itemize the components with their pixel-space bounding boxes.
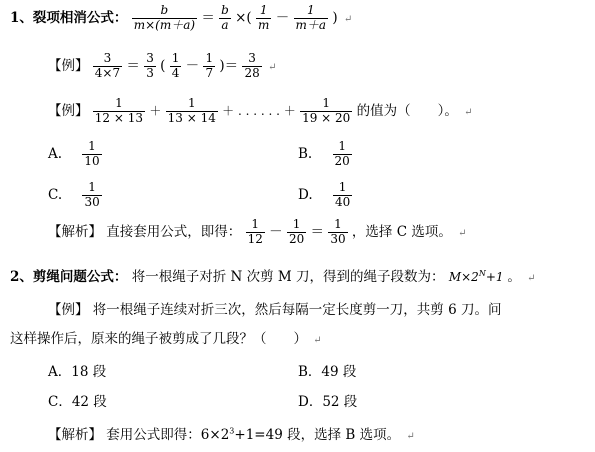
solution-tag: 【解析】 xyxy=(48,427,102,443)
formula-fraction-1ma: $\frac{1}{m+a}$ xyxy=(295,3,327,32)
option-b: B．49 段 xyxy=(298,364,357,380)
option-a xyxy=(48,140,102,169)
option-d xyxy=(298,181,352,210)
formula-fraction-ba: $\frac{b}{a}$ xyxy=(221,3,229,32)
return-mark: ↵ xyxy=(527,273,536,284)
fraction: $\frac{1}{19 \times 20}$ xyxy=(302,96,351,125)
section-2-heading: 2、剪绳问题公式： 将一根绳子对折 N 次剪 M 刀，得到的绳子段数为： $M\times 2^N+1$ 。 ↵ xyxy=(10,269,536,285)
fraction: $\frac{1}{12}$ xyxy=(247,217,263,246)
rope-formula: $M\times 2^N+1$ xyxy=(448,269,504,284)
option-b xyxy=(298,140,352,169)
example-2-question: 【例】 $\frac{1}{12 \times 13}$ ＋ $\frac{1}{13 \times 14}$ ＋ . . . . . . ＋ $\frac{1}{19 \times 20}$ 的值为（ ）。 ↵ xyxy=(48,96,473,125)
return-mark: ↵ xyxy=(268,61,277,73)
option-fraction: $\frac{1}{30}$ xyxy=(84,180,100,209)
solution-2: 【解析】 套用公式即得：$6\times 2^3+1=49$ 段，选择 B 选项。 ↵ xyxy=(48,426,415,443)
option-letter: C. xyxy=(48,186,63,203)
return-mark: ↵ xyxy=(458,227,467,239)
return-mark: ↵ xyxy=(464,106,473,118)
option-c xyxy=(48,181,102,210)
formula-fraction-1m: $\frac{1}{m}$ xyxy=(258,3,270,32)
option-letter: D. xyxy=(298,186,313,203)
return-mark: ↵ xyxy=(313,335,322,346)
example-3-line-2 xyxy=(10,327,322,347)
return-mark: ↵ xyxy=(406,431,415,442)
fraction: $\frac{1}{20}$ xyxy=(288,217,305,246)
fraction: $\frac{1}{30}$ xyxy=(330,217,346,246)
option-fraction: $\frac{1}{10}$ xyxy=(84,139,100,168)
example-3-text: 将一根绳子连续对折三次，然后每隔一定长度剪一刀，共剪 6 刀。问 xyxy=(92,302,502,318)
option-fraction: $\frac{1}{40}$ xyxy=(334,180,351,209)
fraction: $\frac{1}{4}$ xyxy=(171,51,180,80)
solution-1: 【解析】 直接套用公式，即得： $\frac{1}{12}$ － $\frac{1}{20}$ ＝ $\frac{1}{30}$ ，选择 C 选项。 ↵ xyxy=(48,217,467,246)
fraction: $\frac{1}{12 \times 13}$ xyxy=(94,96,144,125)
fraction: $\frac{1}{7}$ xyxy=(205,51,214,80)
fraction: $\frac{1}{13 \times 14}$ xyxy=(167,96,216,125)
option-d: D．52 段 xyxy=(298,394,358,410)
return-mark: ↵ xyxy=(343,13,353,25)
example-tag: 【例】 xyxy=(48,57,89,74)
example-3-text: 这样操作后，原来的绳子被剪成了几段？（ ） xyxy=(10,331,307,347)
example-3-line-1 xyxy=(48,298,501,318)
fraction: $\frac{3}{4\times 7}$ xyxy=(94,51,121,80)
option-a: A．18 段 xyxy=(48,364,107,380)
option-letter: A. xyxy=(48,145,63,162)
option-c: C．42 段 xyxy=(48,394,107,410)
section-2-text: 将一根绳子对折 N 次剪 M 刀，得到的绳子段数为： xyxy=(131,269,445,285)
fraction: $\frac{3}{28}$ xyxy=(244,51,260,80)
section-1-heading: 1、裂项相消公式： $\frac{b}{m\times(m+a)}$ ＝ $\frac{b}{a}$ ×( $\frac{1}{m}$ － $\frac{1}{m+a}$ ) ↵ xyxy=(10,3,353,32)
option-fraction: $\frac{1}{20}$ xyxy=(334,139,350,168)
option-letter: B. xyxy=(298,145,313,162)
section-1-title: 1、裂项相消公式： xyxy=(10,9,128,26)
formula-fraction-main: $\frac{b}{m\times(m+a)}$ xyxy=(133,3,196,32)
solution-text: 直接套用公式，即得： xyxy=(106,223,242,240)
section-2-title: 2、剪绳问题公式： xyxy=(10,269,128,285)
example-1: 【例】 $\frac{3}{4\times 7}$ ＝ $\frac{3}{3}$ ( $\frac{1}{4}$ － $\frac{1}{7}$ )＝ $\frac{3}{28}$ ↵ xyxy=(48,51,277,80)
fraction: $\frac{3}{3}$ xyxy=(146,51,154,80)
example-tag: 【例】 xyxy=(48,302,89,318)
solution-tag: 【解析】 xyxy=(48,223,102,240)
example-tag: 【例】 xyxy=(48,102,89,119)
